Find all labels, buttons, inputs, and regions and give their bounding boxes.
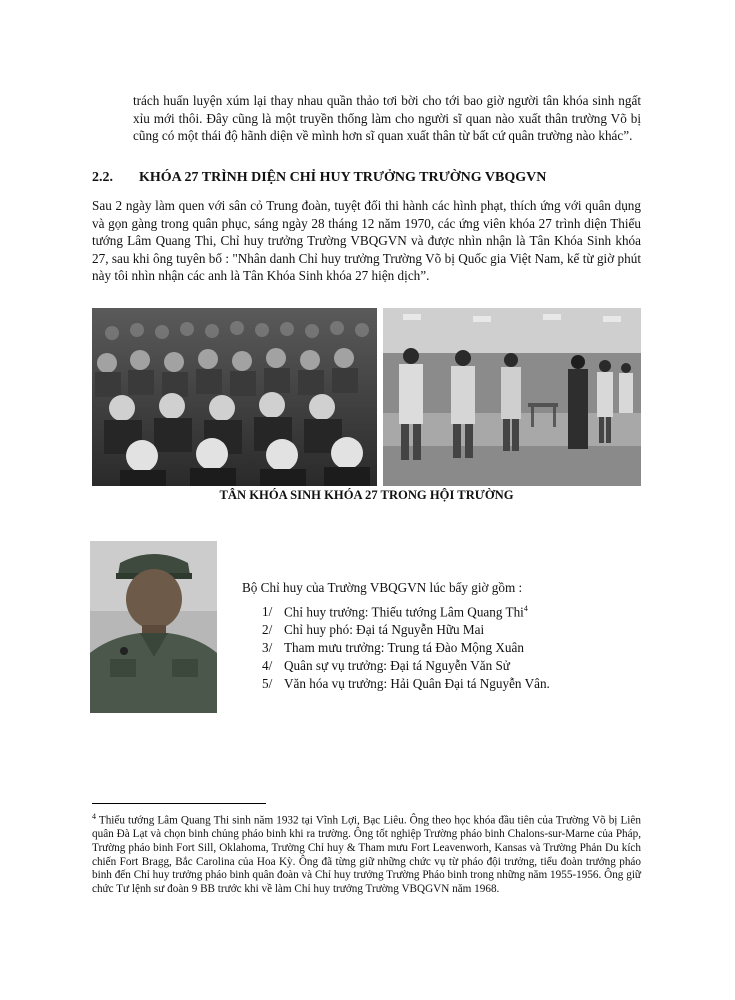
photo-caption: TÂN KHÓA SINH KHÓA 27 TRONG HỘI TRƯỜNG: [219, 488, 514, 502]
list-item: [262, 675, 550, 693]
footnote: [92, 810, 641, 896]
cadets-seated-photo: [92, 308, 377, 486]
list-item: [262, 657, 550, 675]
list-item-text: Quân sự vụ trưởng: Đại tá Nguyễn Văn Sử: [284, 657, 510, 673]
list-item-text: Văn hóa vụ trưởng: Hải Quân Đại tá Nguyễn Vân.: [284, 675, 550, 691]
footnote-separator: [92, 803, 266, 804]
list-item-text: Tham mưu trưởng: Trung tá Đào Mộng Xuân: [284, 639, 524, 655]
footnote-text: Thiếu tướng Lâm Quang Thi sinh năm 1932 tại Vĩnh Lợi, Bạc Liêu. Ông theo học khóa đầu tiên của Trường Võ bị Liên quân Đà Lạt và chọn binh chủng pháo binh khi ra trường. Ông tốt nghiệp Trường pháo binh Chalons-sur-Marne của Pháp, Trường pháo binh Fort Sill, Oklahoma, Trường Chỉ huy & Tham mưu Fort Leavenworh, Kansas và Trường Phản Du kích chiến Fort Bragg, Bắc Carolina của Hoa Kỳ. Ông đã từng giữ những chức vụ từ pháo đội trưởng, tiểu đoàn trưởng pháo binh đến Chỉ huy trưởng pháo binh quân đoàn và Chỉ huy trưởng Trường Pháo binh trong những năm 1955-1956. Ông giữ chức Tư lệnh sư đoàn 9 BB trước khi về làm Chỉ huy trưởng Trường VBQGVN năm 1968.: [92, 814, 641, 895]
section-heading: [92, 170, 546, 186]
list-item-number: 1/: [262, 604, 273, 620]
list-item-number: 5/: [262, 675, 273, 691]
section-title: KHÓA 27 TRÌNH DIỆN CHỈ HUY TRƯỞNG TRƯỜNG VBQGVN: [139, 170, 547, 185]
command-list-intro: Bộ Chỉ huy của Trường VBQGVN lúc bấy giờ gồm :: [242, 580, 523, 595]
officers-standing-photo: [383, 308, 641, 486]
footnote-reference: 4: [523, 604, 528, 613]
list-item-text: Chỉ huy trưởng: Thiếu tướng Lâm Quang Thi: [284, 604, 524, 620]
list-item-number: 2/: [262, 622, 273, 638]
command-list: [262, 600, 550, 692]
list-item-number: 4/: [262, 657, 273, 673]
list-item: [262, 600, 550, 621]
quote-continuation: trách huấn luyện xúm lại thay nhau quần thảo tơi bời cho tới bao giờ người tân khóa sinh ngất xỉu mới thôi. Đây cũng là một truyền thống làm cho người sĩ quan nào xuất thân trường Võ bị cũng có một thái độ hãnh diện về mình hơn sĩ quan xuất thân từ bất cứ quân trường nào khác”.: [133, 93, 641, 144]
body-paragraph: Sau 2 ngày làm quen với sân cỏ Trung đoàn, tuyệt đối thi hành các hình phạt, thích ứng với quân dụng và gọn gàng trong quân phục, sáng ngày 28 tháng 12 năm 1970, các ứng viên khóa 27 trình diện Thiếu tướng Lâm Quang Thi, Chỉ huy trưởng Trường VBQGVN và được nhìn nhận là Tân Khóa Sinh khóa 27, sau khi ông tuyên bố : "Nhân danh Chỉ huy trưởng Trường Võ bị Quốc gia Việt Nam, kể từ giờ phút này tôi nhìn nhận các anh là Tân Khóa Sinh khóa 27 hiện dịch”.: [92, 198, 641, 284]
footnote-mark: 4: [92, 812, 96, 821]
section-number: 2.2.: [92, 170, 113, 185]
list-item-number: 3/: [262, 639, 273, 655]
list-item: [262, 621, 550, 639]
commander-portrait-photo: [90, 541, 217, 713]
list-item: [262, 639, 550, 657]
list-item-text: Chỉ huy phó: Đại tá Nguyễn Hữu Mai: [284, 622, 485, 638]
